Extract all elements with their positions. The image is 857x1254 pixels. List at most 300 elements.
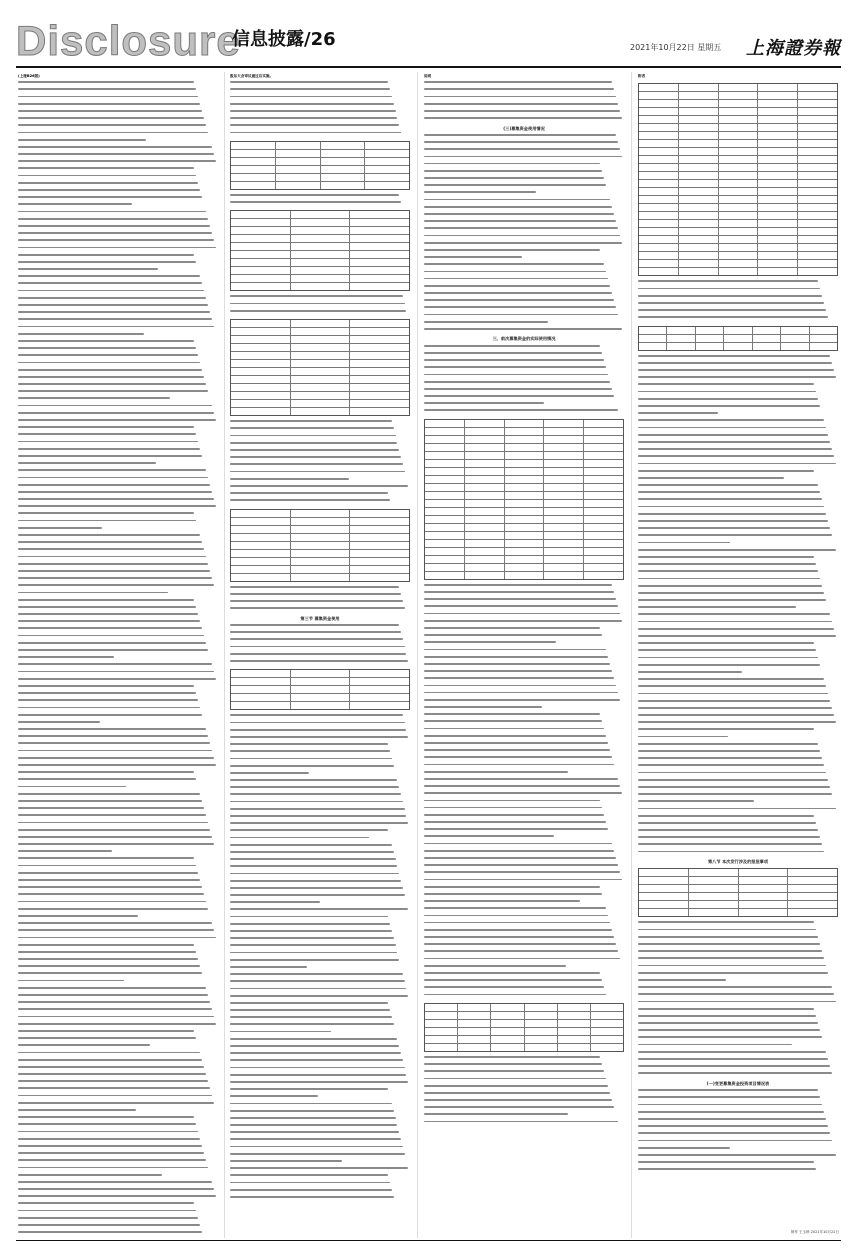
table-cell	[291, 283, 351, 290]
table-row	[231, 336, 409, 344]
text-line	[18, 1181, 218, 1186]
table-cell	[505, 572, 545, 579]
table-cell	[291, 336, 351, 343]
text-line	[18, 132, 218, 137]
table-cell	[350, 550, 409, 557]
table-cell	[689, 909, 739, 916]
text-line	[424, 1063, 624, 1068]
text-line	[18, 448, 218, 453]
text-line	[230, 1160, 410, 1165]
text-line	[638, 405, 838, 410]
text-line	[230, 103, 410, 108]
text-line	[18, 786, 218, 791]
text-line	[230, 420, 410, 425]
text-line	[230, 1117, 410, 1122]
table-cell	[719, 252, 759, 259]
text-line	[18, 88, 218, 93]
text-line	[18, 915, 218, 920]
text-line	[18, 627, 218, 632]
text-line	[638, 843, 838, 848]
table-row	[639, 140, 837, 148]
table-cell	[639, 260, 679, 267]
table-cell	[231, 400, 291, 407]
text-line	[18, 1152, 218, 1157]
text-line	[424, 685, 624, 690]
table-cell	[788, 909, 837, 916]
text-line	[230, 442, 410, 447]
table-row	[425, 516, 623, 524]
table-cell	[679, 132, 719, 139]
text-line	[638, 1036, 838, 1041]
text-line	[424, 778, 624, 783]
text-line	[424, 641, 624, 646]
text-line	[424, 900, 624, 905]
table-row	[231, 320, 409, 328]
text-line	[230, 1167, 410, 1172]
text-line	[230, 815, 410, 820]
table-cell	[291, 352, 351, 359]
table-row	[639, 268, 837, 275]
text-line	[424, 213, 624, 218]
text-line	[638, 929, 838, 934]
table-cell	[679, 180, 719, 187]
text-line	[424, 1078, 624, 1083]
table-cell	[798, 140, 837, 147]
table-cell	[758, 252, 798, 259]
table-cell	[350, 686, 409, 693]
table-cell	[798, 196, 837, 203]
table-cell	[291, 518, 351, 525]
table-cell	[365, 166, 409, 173]
table-cell	[465, 500, 505, 507]
table-row	[231, 510, 409, 518]
text-line	[638, 613, 838, 618]
text-line	[638, 779, 838, 784]
table-cell	[231, 694, 291, 701]
table-cell	[425, 564, 465, 571]
text-line	[424, 321, 624, 326]
table-row	[425, 428, 623, 436]
data-table	[638, 83, 838, 276]
text-line	[424, 88, 624, 93]
table-cell	[639, 869, 689, 876]
text-line	[638, 477, 838, 482]
text-line	[638, 671, 838, 676]
table-cell	[425, 540, 465, 547]
table-cell	[758, 244, 798, 251]
text-line	[230, 631, 410, 636]
table-cell	[291, 392, 351, 399]
table-row	[231, 566, 409, 574]
table-cell	[291, 227, 351, 234]
text-line	[230, 973, 410, 978]
table-cell	[505, 436, 545, 443]
table-cell	[425, 524, 465, 531]
table-cell	[350, 392, 409, 399]
text-line	[638, 628, 838, 633]
table-cell	[544, 436, 584, 443]
table-cell	[639, 268, 679, 275]
text-line	[18, 901, 218, 906]
text-line	[18, 505, 218, 510]
table-cell	[758, 204, 798, 211]
text-line	[638, 1072, 838, 1077]
table-cell	[350, 702, 409, 709]
table-cell	[584, 540, 623, 547]
text-line	[18, 1016, 218, 1021]
table-cell	[291, 243, 351, 250]
text-line	[424, 649, 624, 654]
text-line	[18, 211, 218, 216]
table-row	[639, 909, 837, 916]
text-line	[18, 778, 218, 783]
text-line	[230, 1009, 410, 1014]
text-line	[18, 1138, 218, 1143]
text-line	[230, 995, 410, 1000]
table-cell	[639, 156, 679, 163]
table-cell	[231, 267, 291, 274]
table-cell	[639, 92, 679, 99]
table-row	[639, 188, 837, 196]
table-cell	[458, 1012, 491, 1019]
table-cell	[798, 84, 837, 91]
table-cell	[491, 1004, 524, 1011]
table-cell	[719, 164, 759, 171]
text-line	[230, 124, 410, 129]
text-line	[230, 471, 410, 476]
text-line	[424, 764, 624, 769]
table-cell	[465, 476, 505, 483]
table-cell	[425, 532, 465, 539]
text-line	[424, 800, 624, 805]
text-line	[424, 598, 624, 603]
text-line	[638, 936, 838, 941]
table-cell	[350, 510, 409, 517]
table-cell	[584, 548, 623, 555]
table-cell	[231, 360, 291, 367]
text-line	[18, 1052, 218, 1057]
table-cell	[544, 428, 584, 435]
text-line	[18, 347, 218, 352]
text-line	[638, 570, 838, 575]
text-line	[18, 117, 218, 122]
article-column-4	[638, 72, 838, 1238]
table-cell	[679, 252, 719, 259]
text-line	[424, 263, 624, 268]
table-row	[639, 100, 837, 108]
text-line	[424, 835, 624, 840]
text-line	[18, 1188, 218, 1193]
text-line	[18, 692, 218, 697]
table-cell	[719, 172, 759, 179]
text-line	[230, 1095, 410, 1100]
table-cell	[525, 1012, 558, 1019]
text-line	[638, 836, 838, 841]
table-row	[425, 540, 623, 548]
text-line	[18, 721, 218, 726]
table-cell	[544, 492, 584, 499]
table-row	[639, 172, 837, 180]
text-line	[18, 958, 218, 963]
text-line	[424, 402, 624, 407]
text-line	[230, 786, 410, 791]
table-cell	[679, 188, 719, 195]
table-row	[231, 211, 409, 219]
text-line	[230, 743, 410, 748]
text-line	[230, 1124, 410, 1129]
text-line	[18, 96, 218, 101]
table-cell	[465, 436, 505, 443]
table-cell	[798, 252, 837, 259]
text-line	[18, 304, 218, 309]
text-line	[424, 314, 624, 319]
table-row	[231, 243, 409, 251]
text-line	[424, 915, 624, 920]
text-line	[18, 182, 218, 187]
text-line	[638, 362, 838, 367]
table-cell	[425, 1028, 458, 1035]
text-line	[18, 189, 218, 194]
table-cell	[719, 188, 759, 195]
table-cell	[231, 678, 291, 685]
table-cell	[739, 877, 789, 884]
text-line	[230, 492, 410, 497]
text-line	[424, 352, 624, 357]
table-cell	[679, 236, 719, 243]
text-line	[230, 1067, 410, 1072]
table-cell	[719, 132, 759, 139]
table-row	[639, 180, 837, 188]
text-line	[18, 757, 218, 762]
column-divider	[631, 72, 632, 1238]
table-cell	[679, 124, 719, 131]
table-cell	[425, 420, 465, 427]
table-row	[639, 220, 837, 228]
table-cell	[425, 476, 465, 483]
table-cell	[558, 1028, 591, 1035]
text-line	[424, 1106, 624, 1111]
table-cell	[584, 436, 623, 443]
text-line	[18, 843, 218, 848]
text-line	[638, 369, 838, 374]
table-cell	[788, 893, 837, 900]
table-cell	[758, 100, 798, 107]
text-line	[424, 1085, 624, 1090]
text-line	[424, 110, 624, 115]
text-line	[424, 220, 624, 225]
table-cell	[350, 678, 409, 685]
text-line	[18, 225, 218, 230]
text-line	[18, 326, 218, 331]
text-line	[18, 1202, 218, 1207]
table-row	[231, 142, 409, 150]
table-cell	[584, 516, 623, 523]
table-cell	[758, 228, 798, 235]
table-cell	[276, 166, 321, 173]
text-line	[638, 302, 838, 307]
text-line	[638, 621, 838, 626]
table-cell	[758, 148, 798, 155]
text-line	[18, 362, 218, 367]
table-cell	[350, 368, 409, 375]
table-cell	[781, 327, 809, 334]
table-row	[425, 1020, 623, 1028]
text-line	[18, 987, 218, 992]
text-line	[230, 858, 410, 863]
table-cell	[350, 275, 409, 282]
text-line	[18, 541, 218, 546]
text-line	[18, 1059, 218, 1064]
text-line	[18, 405, 218, 410]
table-cell	[231, 219, 291, 226]
table-cell	[584, 556, 623, 563]
table-cell	[544, 484, 584, 491]
table-cell	[231, 702, 291, 709]
table-cell	[584, 524, 623, 531]
text-line	[638, 1125, 838, 1130]
text-line	[18, 606, 218, 611]
table-cell	[231, 384, 291, 391]
text-line	[18, 1131, 218, 1136]
text-line	[638, 498, 838, 503]
table-cell	[321, 174, 366, 181]
table-row	[639, 156, 837, 164]
column-4-body	[638, 83, 838, 1173]
table-row	[231, 408, 409, 415]
text-line	[638, 1051, 838, 1056]
table-cell	[231, 344, 291, 351]
table-cell	[291, 211, 351, 218]
table-cell	[276, 158, 321, 165]
table-cell	[719, 124, 759, 131]
table-cell	[558, 1004, 591, 1011]
text-line	[18, 1102, 218, 1107]
text-line	[18, 1224, 218, 1229]
table-cell	[291, 235, 351, 242]
text-line	[230, 937, 410, 942]
table-cell	[231, 376, 291, 383]
table-cell	[350, 211, 409, 218]
table-cell	[689, 877, 739, 884]
text-line	[638, 736, 838, 741]
text-line	[638, 700, 838, 705]
table-row	[639, 236, 837, 244]
text-line	[18, 671, 218, 676]
text-line	[638, 391, 838, 396]
text-line	[230, 81, 410, 86]
text-line	[424, 256, 624, 261]
table-cell	[350, 219, 409, 226]
text-line	[638, 1044, 838, 1049]
table-cell	[798, 268, 837, 275]
text-line	[638, 1022, 838, 1027]
text-line	[424, 141, 624, 146]
table-cell	[350, 235, 409, 242]
table-cell	[350, 336, 409, 343]
table-cell	[724, 335, 752, 342]
text-line	[18, 972, 218, 977]
table-cell	[350, 566, 409, 573]
table-cell	[724, 327, 752, 334]
text-line	[230, 873, 410, 878]
text-line	[18, 1044, 218, 1049]
table-cell	[758, 188, 798, 195]
text-line	[638, 455, 838, 460]
text-line	[18, 742, 218, 747]
table-row	[231, 174, 409, 182]
column-1-body	[18, 81, 218, 1238]
table-cell	[505, 500, 545, 507]
table-cell	[696, 327, 724, 334]
table-cell	[291, 275, 351, 282]
table-cell	[321, 182, 366, 189]
text-line	[424, 965, 624, 970]
table-cell	[689, 885, 739, 892]
table-cell	[719, 92, 759, 99]
footer-date: 2021年10月22日	[810, 1230, 839, 1234]
text-line	[230, 646, 410, 651]
table-cell	[667, 343, 695, 350]
text-line	[18, 584, 218, 589]
text-line	[638, 1065, 838, 1070]
table-cell	[584, 444, 623, 451]
table-cell	[465, 532, 505, 539]
table-cell	[505, 540, 545, 547]
table-cell	[639, 172, 679, 179]
table-cell	[291, 566, 351, 573]
page-header	[0, 0, 857, 72]
table-cell	[639, 228, 679, 235]
text-line	[424, 584, 624, 589]
text-line	[424, 785, 624, 790]
table-cell	[276, 174, 321, 181]
text-line	[18, 620, 218, 625]
table-row	[639, 84, 837, 92]
text-line	[18, 1231, 218, 1236]
table-cell	[231, 526, 291, 533]
table-cell	[465, 492, 505, 499]
table-cell	[639, 252, 679, 259]
table-cell	[350, 574, 409, 581]
text-line	[638, 1001, 838, 1006]
text-line	[638, 288, 838, 293]
table-cell	[291, 384, 351, 391]
text-line	[18, 879, 218, 884]
table-cell	[291, 344, 351, 351]
text-line	[230, 478, 410, 483]
text-line	[18, 1210, 218, 1215]
table-cell	[231, 142, 276, 149]
text-line	[230, 772, 410, 777]
table-cell	[719, 228, 759, 235]
text-line	[18, 1087, 218, 1092]
text-line	[638, 1147, 838, 1152]
table-cell	[291, 670, 351, 677]
table-cell	[350, 384, 409, 391]
table-row	[231, 360, 409, 368]
text-line	[424, 170, 624, 175]
text-line	[230, 851, 410, 856]
column-divider	[224, 72, 225, 1238]
table-cell	[350, 344, 409, 351]
table-cell	[679, 244, 719, 251]
text-line	[230, 1174, 410, 1179]
text-line	[230, 96, 410, 101]
text-line	[18, 1008, 218, 1013]
text-line	[230, 1016, 410, 1021]
table-cell	[350, 400, 409, 407]
text-line	[230, 1045, 410, 1050]
